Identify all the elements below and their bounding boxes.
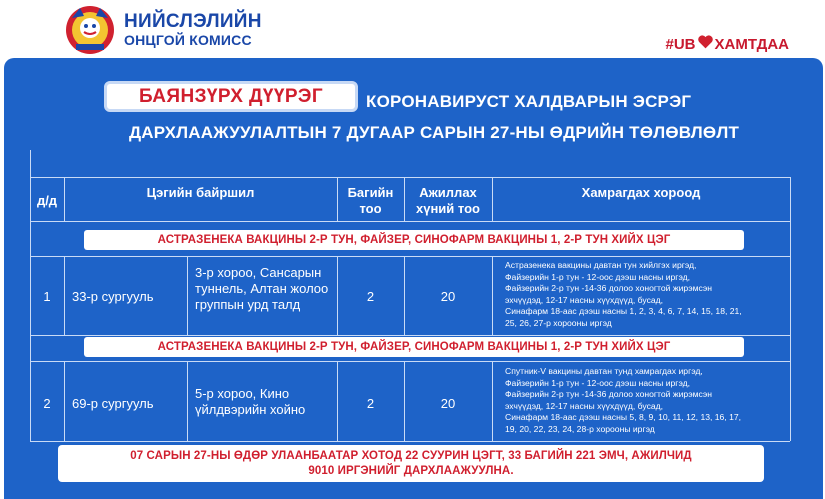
- heart-icon: [697, 34, 714, 49]
- coverage-line: Синафарм 18-аас дээш насны 5, 8, 9, 10, 11, 12, 13, 16, 17,: [505, 412, 742, 422]
- col-divider-index-r1: [64, 256, 65, 335]
- coverage-line: Спутник-V вакцины давтан тунд хамрагдах иргэд,: [505, 366, 703, 376]
- footer-line-2: 9010 ИРГЭНИЙГ ДАРХЛААЖУУЛНА.: [308, 464, 514, 477]
- header-staff-line2: хүний тоо: [416, 201, 480, 216]
- row1-address: [195, 265, 335, 313]
- header-teams-line2: тоо: [359, 201, 382, 216]
- header-location: Цэгийн байршил: [146, 185, 255, 200]
- coverage-line: 25, 26, 27-р хорооны иргэд: [505, 317, 612, 328]
- hashtag: [666, 34, 790, 53]
- section-title: АСТРАЗЕНЕКА ВАКЦИНЫ 2-Р ТУН, ФАЙЗЕР, СИНОФАРМ ВАКЦИНЫ 1, 2-Р ТУН ХИЙХ ЦЭГ: [157, 341, 671, 353]
- header-bottom-border: [30, 221, 790, 222]
- header: [0, 0, 825, 58]
- col-divider-school-r1: [187, 256, 188, 335]
- row1-index: 1: [43, 289, 51, 304]
- title-line-2: ДАРХЛААЖУУЛАЛТЫН 7 ДУГААР САРЫН 27-НЫ ӨДРИЙН ТӨЛӨВЛӨЛТ: [128, 123, 740, 142]
- emblem-icon: [62, 4, 118, 56]
- row1-bottom-border: [30, 335, 790, 336]
- coverage-line: 19, 20, 22, 23, 24, 28-р хорооны иргэд: [505, 423, 655, 434]
- coverage-line: Синафарм 18-аас дээш насны 1, 2, 3, 4, 6, 7, 14, 15, 18, 21,: [505, 306, 742, 316]
- hashtag-prefix: #UB: [665, 36, 696, 53]
- address-line: үйлдвэрийн хойно: [195, 402, 306, 417]
- row1-teams: 2: [366, 289, 375, 304]
- section-title: АСТРАЗЕНЕКА ВАКЦИНЫ 2-Р ТУН, ФАЙЗЕР, СИНОФАРМ ВАКЦИНЫ 1, 2-Р ТУН ХИЙХ ЦЭГ: [157, 234, 671, 246]
- coverage-line: Файзерийн 1-р тун - 12-оос дээш насны иргэд,: [505, 377, 691, 388]
- section-bar-row2: [84, 337, 744, 357]
- col-divider-staff-r1: [492, 256, 493, 335]
- row2-bottom-border: [30, 441, 790, 442]
- row2-staff: 20: [440, 396, 456, 411]
- table-top-border: [30, 177, 790, 178]
- row2-top-border: [30, 361, 790, 362]
- address-line: туннель, Алтан жолоо: [195, 281, 329, 296]
- header-staff-line1: Ажиллах: [419, 185, 477, 200]
- address-line: группын урд талд: [195, 297, 301, 312]
- header-teams-line1: Багийн: [347, 185, 394, 200]
- col-divider-staff-r2: [492, 361, 493, 441]
- district-badge: [104, 81, 358, 112]
- district-name: БАЯНЗҮРХ ДҮҮРЭГ: [138, 85, 324, 107]
- brand-title: НИЙСЛЭЛИЙН: [124, 11, 262, 32]
- coverage-line: Файзерийн 1-р тун - 12-оос дээш насны иргэд,: [505, 271, 691, 282]
- coverage-line: эхчүүдэд, 12-17 насны хүүхдүүд, бусад,: [505, 294, 664, 305]
- row2-coverage: [505, 366, 787, 435]
- row1-coverage: [505, 260, 787, 329]
- brand-subtitle: ОНЦГОЙ КОМИСС: [124, 32, 252, 48]
- row1-staff: 20: [440, 289, 456, 304]
- col-divider-index-r2: [64, 361, 65, 441]
- header-index: д/д: [36, 193, 58, 208]
- coverage-line: Файзерийн 2-р тун -14-36 долоо хоногтой жирэмсэн: [505, 389, 713, 399]
- col-divider-school-r2: [187, 361, 188, 441]
- footer-summary: [58, 445, 764, 482]
- address-line: 5-р хороо, Кино: [195, 386, 290, 401]
- row2-teams: 2: [366, 396, 375, 411]
- row2-index: 2: [43, 396, 51, 411]
- footer-line-1: 07 САРЫН 27-НЫ ӨДӨР УЛААНБААТАР ХОТОД 22 СУУРИН ЦЭГТ, 33 БАГИЙН 221 ЭМЧ, АЖИЛЧИД: [130, 449, 692, 462]
- hashtag-suffix: ХАМТДАА: [714, 36, 789, 53]
- header-coverage: Хамрагдах хороод: [581, 185, 701, 200]
- coverage-line: Файзерийн 2-р тун -14-36 долоо хоногтой жирэмсэн: [505, 283, 713, 293]
- row2-school: 69-р сургууль: [72, 396, 154, 411]
- coverage-line: эхчүүдэд, 12-17 насны хүүхдүүд, бусад,: [505, 400, 664, 411]
- row1-school: 33-р сургууль: [72, 289, 154, 304]
- section-bar-row1: [84, 230, 744, 250]
- row2-address: [195, 386, 335, 418]
- title-line-1: КОРОНАВИРУСТ ХАЛДВАРЫН ЭСРЭГ: [366, 92, 692, 111]
- coverage-line: Астразенека вакцины давтан тун хийлгэх иргэд,: [505, 260, 697, 270]
- col-divider-right: [790, 177, 791, 441]
- row1-top-border: [30, 256, 790, 257]
- address-line: 3-р хороо, Сансарын: [195, 265, 322, 280]
